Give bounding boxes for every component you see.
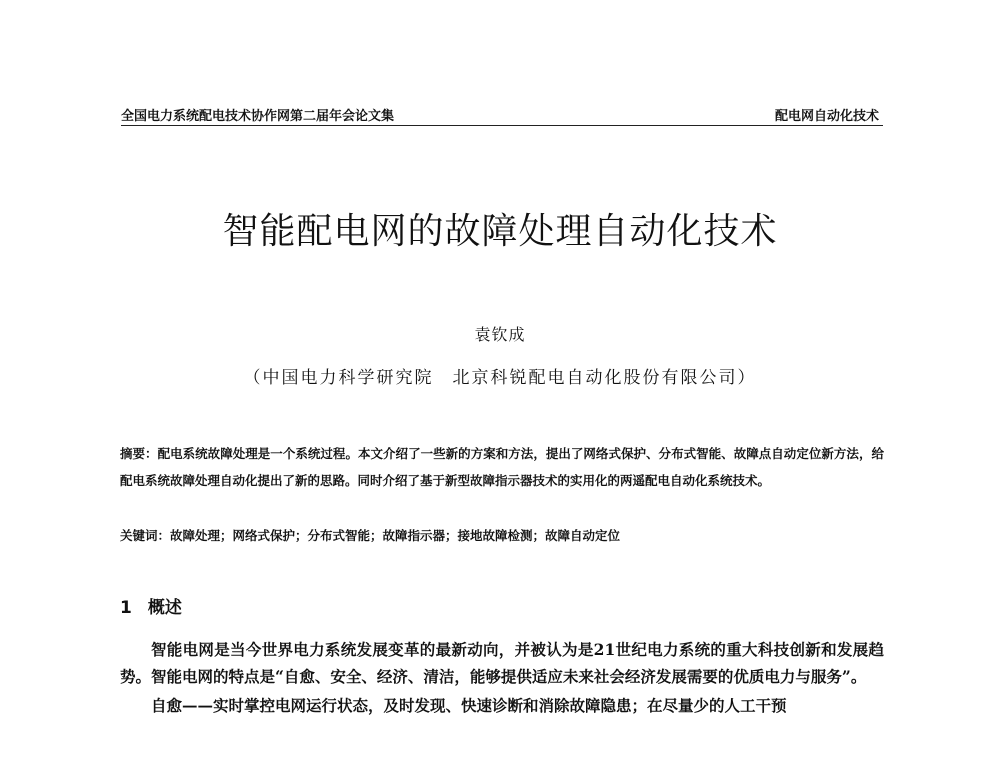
abstract-label: 摘要： (120, 446, 158, 461)
abstract (120, 440, 884, 494)
section-heading (120, 593, 182, 618)
body-paragraph: 自愈——实时掌控电网运行状态，及时发现、快速诊断和消除故障隐患；在尽量少的人工干预 (151, 696, 787, 715)
keywords-label: 关键词： (120, 528, 171, 543)
author-affiliation: （中国电力科学研究院 北京科锐配电自动化股份有限公司） (243, 368, 757, 388)
section-title: 概述 (147, 598, 182, 618)
header-proceedings-title: 全国电力系统配电技术协作网第二届年会论文集 (121, 109, 395, 124)
paper-title: 智能配电网的故障处理自动化技术 (222, 211, 778, 252)
keywords (120, 524, 884, 548)
body-paragraph: 智能电网是当今世界电力系统发展变革的最新动向，并被认为是21世纪电力系统的重大科技创新和发展趋势。智能电网的特点是“自愈、安全、经济、清洁，能够提供适应未来社会经济发展需要的优质电力与服务”。 (120, 640, 884, 686)
running-header (121, 103, 883, 126)
section-number: 1 (120, 598, 132, 618)
abstract-text: 配电系统故障处理是一个系统过程。本文介绍了一些新的方案和方法，提出了网络式保护、分布式智能、故障点自动定位新方法，给配电系统故障处理自动化提出了新的思路。同时介绍了基于新型故障指示器技术的实用化的两遥配电自动化系统技术。 (120, 446, 884, 488)
keywords-text: 故障处理；网络式保护；分布式智能；故障指示器；接地故障检测；故障自动定位 (170, 528, 621, 543)
header-section-title: 配电网自动化技术 (774, 109, 879, 124)
author-name: 袁钦成 (474, 325, 526, 344)
section-body (120, 636, 884, 719)
